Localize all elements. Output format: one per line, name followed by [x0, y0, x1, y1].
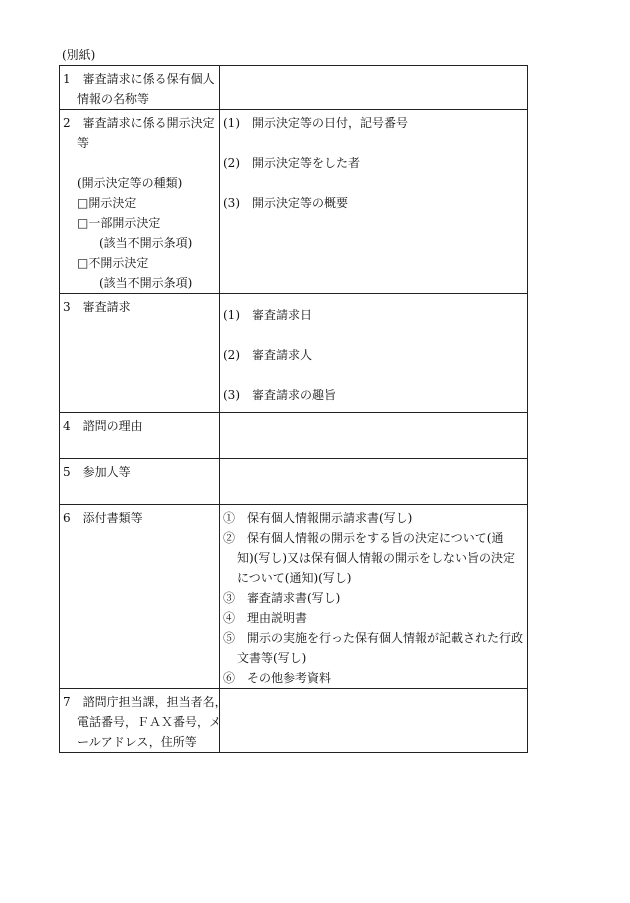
row-6-content	[220, 505, 528, 689]
attachment-item-2a: ② 保有個人情報の開示をする旨の決定について(通	[223, 531, 504, 545]
checkbox-non-disclosure[interactable]: □不開示決定	[77, 256, 149, 270]
row-7-label-line-3: ールアドレス，住所等	[77, 735, 197, 749]
row-3-label	[60, 294, 220, 413]
partial-disclosure-clause: (該当不開示条項)	[99, 236, 193, 250]
row-5-label-line-1: 5 参加人等	[63, 465, 131, 479]
row-3-item-1: (1) 審査請求日	[223, 308, 312, 322]
row-5-label	[60, 459, 220, 505]
row-3-content	[220, 294, 528, 413]
row-6-label	[60, 505, 220, 689]
row-1-content	[220, 66, 528, 110]
attachment-item-4: ④ 理由説明書	[223, 611, 308, 625]
row-3-item-2: (2) 審査請求人	[223, 348, 312, 362]
row-5-content	[220, 459, 528, 505]
row-6	[60, 505, 528, 689]
row-3-item-3: (3) 審査請求の趣旨	[223, 388, 336, 402]
attachment-item-5a: ⑤ 開示の実施を行った保有個人情報が記載された行政	[223, 631, 524, 645]
row-2	[60, 110, 528, 294]
disclosure-type-heading: (開示決定等の種類)	[77, 176, 183, 190]
row-1	[60, 66, 528, 110]
row-4-label	[60, 413, 220, 459]
row-3-label-line-1: 3 審査請求	[63, 300, 131, 314]
row-5	[60, 459, 528, 505]
row-2-item-1: (1) 開示決定等の日付，記号番号	[223, 116, 408, 130]
row-1-label-line-2: 情報の名称等	[77, 92, 150, 106]
row-7	[60, 689, 528, 753]
attachment-item-1: ① 保有個人情報開示請求書(写し)	[223, 511, 413, 525]
row-4-label-line-1: 4 諮問の理由	[63, 419, 143, 433]
row-2-content	[220, 110, 528, 294]
row-2-item-3: (3) 開示決定等の概要	[223, 196, 348, 210]
checkbox-full-disclosure[interactable]: □開示決定	[77, 196, 137, 210]
attachment-item-2c: について(通知)(写し)	[237, 571, 352, 585]
row-7-label-line-2: 電話番号，ＦＡＸ番号，メ	[77, 715, 222, 729]
attachment-item-5b: 文書等(写し)	[237, 651, 307, 665]
row-2-label-line-1: 2 審査請求に係る開示決定	[63, 116, 215, 130]
row-1-label-line-1: 1 審査請求に係る保有個人	[63, 72, 215, 86]
row-7-label	[60, 689, 227, 753]
row-2-label	[60, 110, 220, 294]
row-3	[60, 294, 528, 413]
row-1-label	[60, 66, 220, 110]
row-7-content	[220, 689, 528, 753]
row-4	[60, 413, 528, 459]
row-2-item-2: (2) 開示決定等をした者	[223, 156, 360, 170]
attachment-item-2b: 知)(写し)又は保有個人情報の開示をしない旨の決定	[237, 551, 516, 565]
checkbox-partial-disclosure[interactable]: □一部開示決定	[77, 216, 161, 230]
row-4-content	[220, 413, 528, 459]
attachment-item-6: ⑥ その他参考資料	[223, 671, 332, 685]
non-disclosure-clause: (該当不開示条項)	[99, 276, 193, 290]
attachment-label: (別紙)	[62, 48, 96, 62]
attachment-item-3: ③ 審査請求書(写し)	[223, 591, 341, 605]
row-6-label-line-1: 6 添付書類等	[63, 511, 143, 525]
consultation-form-table	[59, 65, 528, 753]
row-7-label-line-1: 7 諮問庁担当課，担当者名，	[63, 695, 227, 709]
row-2-label-line-2: 等	[77, 136, 90, 150]
